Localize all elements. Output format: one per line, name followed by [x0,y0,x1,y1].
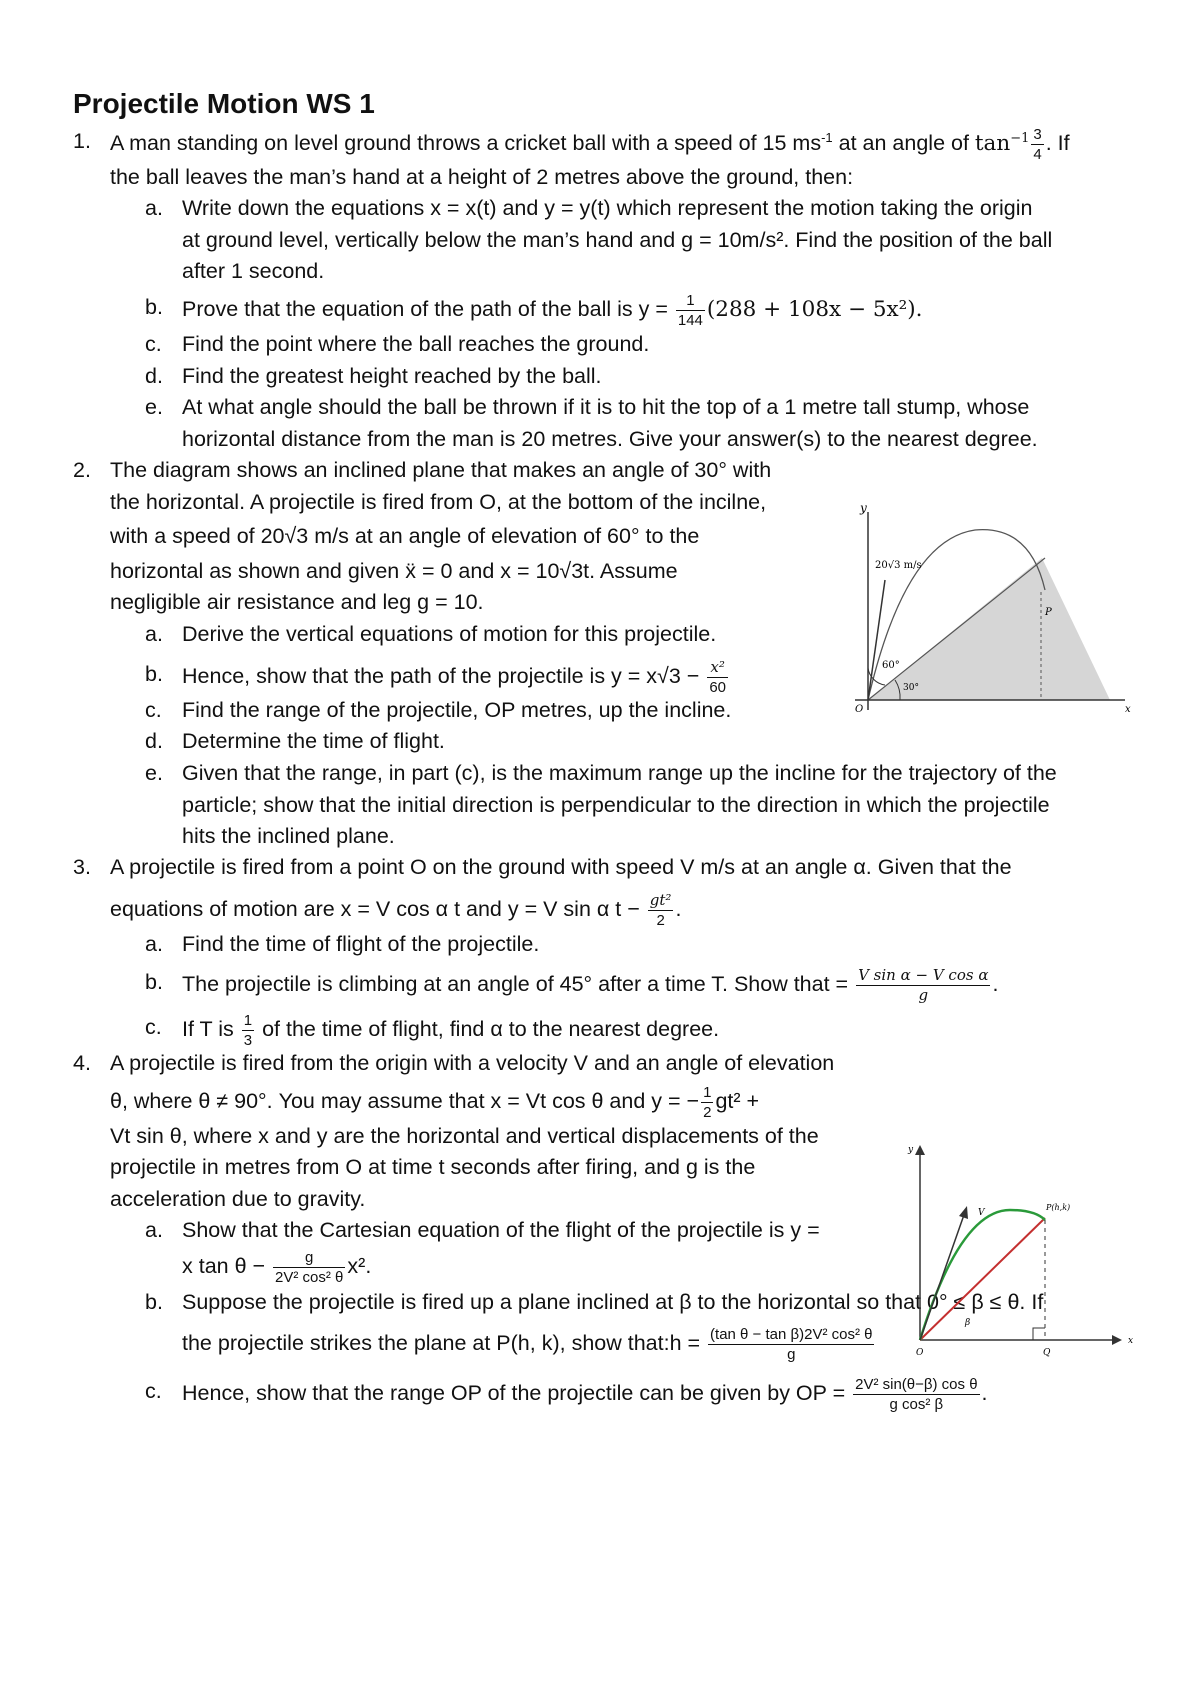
q2-line-4: horizontal as shown and given ẍ = 0 and x = 10√3t. Assume [110,559,678,583]
q2d-text: Determine the time of flight. [182,729,445,753]
diagram-origin-label: O [855,704,864,715]
q3b-label: b. [145,970,163,994]
q4-line-1: A projectile is fired from the origin with a velocity V and an angle of elevation [110,1051,835,1075]
q3c-line: If T is $\frac{1}{3}$ of the time of flight, find α to the nearest degree. [182,1012,720,1049]
q1c-text: Find the point where the ball reaches the ground. [182,332,650,356]
q2b-label: b. [145,662,163,686]
diagram-v-label: V [978,1208,985,1218]
q4b-line-2: the projectile strikes the plane at P(h, k), show that:h = $\frac{\text{(tan θ − tan β)2V² cos² θ}}{g}$ [182,1326,873,1363]
q3-number: 3. [73,855,91,879]
q1b-line: Prove that the equation of the path of the ball is y = $\frac{1}{144}$ (288 + 108x − 5x²). [182,292,923,329]
diagram-p-label: P(h,k) [1046,1203,1071,1212]
diagram-angle-30: 30° [903,683,919,693]
q2b-line: Hence, show that the path of the projectile is y = x√3 − $\frac{\text{x²}}{60}$ [182,658,727,696]
diagram-q-label: Q [1043,1348,1051,1358]
right-angle-mark [1033,1328,1045,1340]
q2e-line-3: hits the inclined plane. [182,824,395,848]
x-axis-arrow [1112,1335,1122,1345]
q4c-line: Hence, show that the range OP of the projectile can be given by OP = $\frac{\text{2V² sin(θ−β) cos θ}}{\text{g cos² β}}$ . [182,1376,988,1413]
q1b-label: b. [145,295,163,319]
q1a-line-3: after 1 second. [182,259,325,283]
q3b-line: The projectile is climbing at an angle of 45° after a time T. Show that = $\frac{\text{V sin α − V cos α}}{g}$ . [182,966,999,1004]
diagram-y-label: y [908,1145,914,1155]
incline-line [920,1218,1045,1340]
q3a-label: a. [145,932,163,956]
q4b-line-1: Suppose the projectile is fired up a plane inclined at β to the horizontal so that 0° ≤ β ≤ θ. If [182,1290,1044,1314]
q1-line-1: A man standing on level ground throws a cricket ball with a speed of 15 $ms^{-1}$ at an angle of $\tan^{-1}$ $\frac{3}{4}$ . If [110,126,1070,163]
q1e-line-2: horizontal distance from the man is 20 metres. Give your answer(s) to the nearest degree. [182,427,1038,451]
q4-number: 4. [73,1051,91,1075]
q2e-label: e. [145,761,163,785]
q3c-label: c. [145,1015,162,1039]
q2a-label: a. [145,622,163,646]
inclined-projectile-diagram [900,1140,1140,1360]
q4-line-3: Vt sin θ, where x and y are the horizontal and vertical displacements of the [110,1124,819,1148]
q2-line-3: with a speed of 20√3 m/s at an angle of elevation of 60° to the [110,524,700,548]
q4a-label: a. [145,1218,163,1242]
page-title: Projectile Motion WS 1 [73,88,375,119]
q2e-line-2: particle; show that the initial direction is perpendicular to the direction in which the projectile [182,793,1050,817]
q2c-label: c. [145,698,162,722]
q2a-text: Derive the vertical equations of motion for this projectile. [182,622,717,646]
q2c-text: Find the range of the projectile, OP metres, up the incline. [182,698,732,722]
q1e-label: e. [145,395,163,419]
q1e-line-1: At what angle should the ball be thrown if it is to hit the top of a 1 metre tall stump, whose [182,395,1030,419]
velocity-arrow [920,1212,965,1340]
incline-shaded-region [868,558,1110,700]
diagram-origin-label: O [916,1348,924,1358]
q4a-line-2: x tan θ − $\frac{g}{\text{2V² cos² θ}}$ x². [182,1249,372,1286]
q1-line-2: the ball leaves the man’s hand at a height of 2 metres above the ground, then: [110,165,854,189]
velocity-arrowhead [959,1206,968,1219]
q4-line-4: projectile in metres from O at time t seconds after firing, and g is the [110,1155,756,1179]
q1c-label: c. [145,332,162,356]
inclined-plane-diagram [845,500,1135,715]
q1d-text: Find the greatest height reached by the ball. [182,364,602,388]
q1d-label: d. [145,364,163,388]
q1a-line-1: Write down the equations x = x(t) and y = y(t) which represent the motion taking the origin [182,196,1033,220]
q2d-label: d. [145,729,163,753]
diagram-speed-label: 20√3 m/s [875,560,922,571]
q1a-label: a. [145,196,163,220]
q4b-label: b. [145,1290,163,1314]
q2-line-1: The diagram shows an inclined plane that makes an angle of 30° with [110,458,772,482]
y-axis-arrow [915,1145,925,1155]
diagram-angle-60: 60° [882,660,900,671]
q2-number: 2. [73,458,91,482]
q2-line-5: negligible air resistance and leg g = 10. [110,590,484,614]
q4-line-2: θ, where θ ≠ 90°. You may assume that x = Vt cos θ and y = − $\frac{1}{2}$ gt² + [110,1084,760,1121]
q4-line-5: acceleration due to gravity. [110,1187,366,1211]
q4a-line-1: Show that the Cartesian equation of the flight of the projectile is y = [182,1218,820,1242]
q2-line-2: the horizontal. A projectile is fired from O, at the bottom of the incilne, [110,490,767,514]
diagram-beta-label: β [965,1318,971,1328]
q3a-text: Find the time of flight of the projectile. [182,932,540,956]
diagram-x-label: x [1125,704,1131,715]
q3-line-1: A projectile is fired from a point O on the ground with speed V m/s at an angle α. Given that the [110,855,1012,879]
q3-line-2: equations of motion are x = V cos α t and y = V sin α t − $\frac{\text{gt²}}{2}$ . [110,891,682,929]
diagram-y-label: y [860,501,867,515]
q4c-label: c. [145,1379,162,1403]
q1-number: 1. [73,129,91,153]
q1a-line-2: at ground level, vertically below the man’s hand and g = 10m/s². Find the position of the ball [182,228,1053,252]
diagram-x-label: x [1128,1336,1134,1346]
q2e-line-1: Given that the range, in part (c), is the maximum range up the incline for the trajectory of the [182,761,1057,785]
diagram-point-p: P [1045,607,1052,618]
